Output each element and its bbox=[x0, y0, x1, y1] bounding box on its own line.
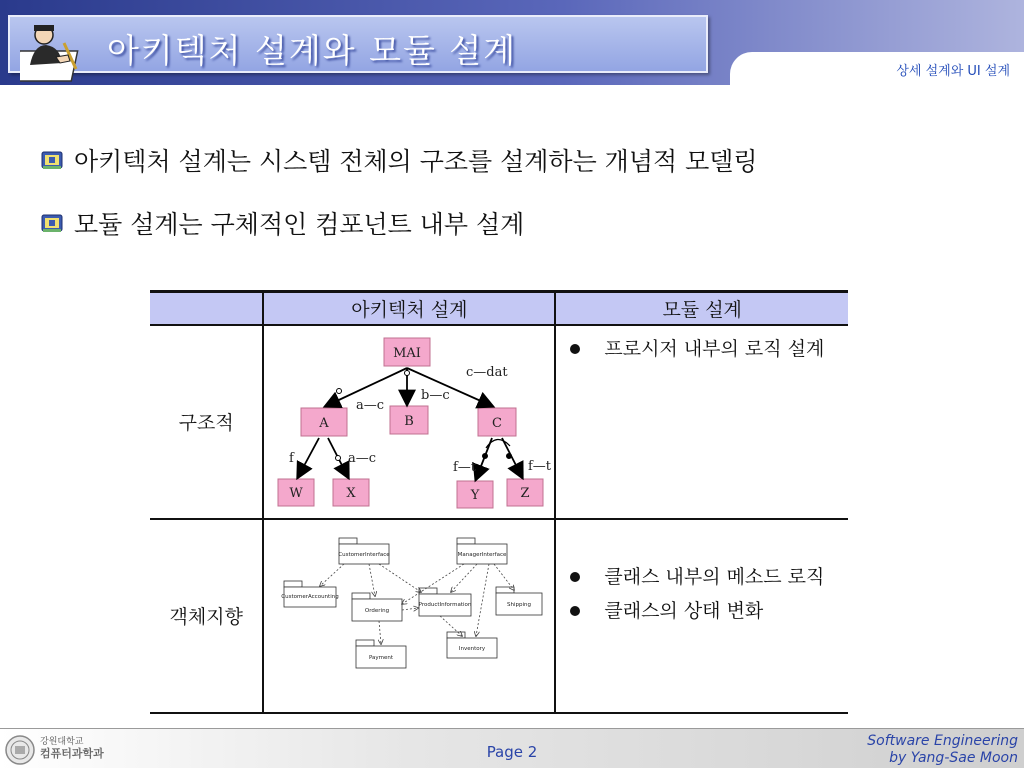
section-subtitle: 상세 설계와 UI 설계 bbox=[896, 64, 1010, 79]
module-label: B bbox=[404, 413, 415, 429]
edge-label: f—t bbox=[528, 458, 552, 474]
edge-label: f—t bbox=[453, 459, 477, 475]
list-item bbox=[570, 594, 836, 628]
table-header-architecture: 아키텍처 설계 bbox=[263, 292, 555, 325]
package-label: Shipping bbox=[507, 601, 532, 608]
edge-label: b—c bbox=[421, 387, 450, 403]
edge-label: a—c bbox=[348, 450, 377, 466]
bullet-text: 모듈 설계는 구체적인 컴포넌트 내부 설계 bbox=[74, 210, 525, 239]
title-box bbox=[8, 15, 708, 73]
package-label: ManagerInterface bbox=[458, 551, 507, 558]
university-name: 강원대학교 bbox=[40, 737, 84, 747]
table-header-module: 모듈 설계 bbox=[555, 292, 848, 325]
module-label: X bbox=[346, 485, 357, 501]
package-label: CustomerAccounting bbox=[281, 593, 340, 600]
module-label: Z bbox=[520, 485, 530, 501]
list-item bbox=[570, 560, 836, 594]
bullet-item bbox=[40, 142, 758, 178]
person-writing-icon bbox=[20, 21, 92, 85]
book-bullet-icon bbox=[40, 149, 64, 171]
table-header-row bbox=[150, 292, 848, 325]
author-name: by Yang-Sae Moon bbox=[889, 750, 1018, 766]
bullet-dot-icon bbox=[570, 572, 580, 582]
edge-label: a—c bbox=[356, 397, 385, 413]
module-label: MAI bbox=[393, 345, 422, 361]
list-item bbox=[570, 332, 836, 366]
package-label: CustomerInterface bbox=[338, 551, 391, 558]
dependency-edges bbox=[320, 564, 514, 644]
page-title: 아키텍처 설계와 모듈 설계 bbox=[107, 31, 518, 70]
list-item-text: 클래스의 상태 변화 bbox=[604, 599, 764, 622]
footer-bar bbox=[0, 728, 1024, 768]
structured-diagram-cell bbox=[263, 325, 555, 519]
package-label: Ordering bbox=[365, 607, 390, 614]
module-description-cell bbox=[555, 519, 848, 713]
department-label: 컴퓨터과학과 bbox=[40, 747, 104, 760]
oo-diagram-cell bbox=[263, 519, 555, 713]
edge-label: c—dat bbox=[466, 364, 508, 380]
row-label: 객체지향 bbox=[150, 519, 263, 713]
book-bullet-icon bbox=[40, 212, 64, 234]
list-item-text: 클래스 내부의 메소드 로직 bbox=[604, 565, 825, 588]
bullet-dot-icon bbox=[570, 344, 580, 354]
course-credit bbox=[867, 733, 1018, 767]
table-row bbox=[150, 519, 848, 713]
package-label: Payment bbox=[369, 654, 394, 661]
comparison-table bbox=[150, 290, 848, 714]
bullet-dot-icon bbox=[570, 606, 580, 616]
module-description-cell bbox=[555, 325, 848, 519]
row-label: 구조적 bbox=[150, 325, 263, 519]
module-label: Y bbox=[471, 487, 480, 503]
table-row bbox=[150, 325, 848, 519]
table-header-empty bbox=[150, 292, 263, 325]
module-label: W bbox=[289, 485, 304, 501]
edge-label: f bbox=[289, 450, 295, 466]
bullet-item bbox=[40, 205, 524, 241]
package-label: ProductInformation bbox=[419, 601, 472, 608]
structure-chart-diagram bbox=[264, 326, 554, 513]
package-diagram bbox=[264, 520, 554, 707]
module-label: A bbox=[319, 415, 330, 431]
bullet-text: 아키텍처 설계는 시스템 전체의 구조를 설계하는 개념적 모델링 bbox=[74, 147, 758, 176]
course-name: Software Engineering bbox=[867, 733, 1018, 749]
package-label: Inventory bbox=[459, 645, 486, 652]
header-bar bbox=[0, 0, 1024, 85]
module-label: C bbox=[492, 415, 503, 431]
page-number: Page 2 bbox=[486, 743, 538, 761]
list-item-text: 프로시저 내부의 로직 설계 bbox=[604, 337, 825, 360]
